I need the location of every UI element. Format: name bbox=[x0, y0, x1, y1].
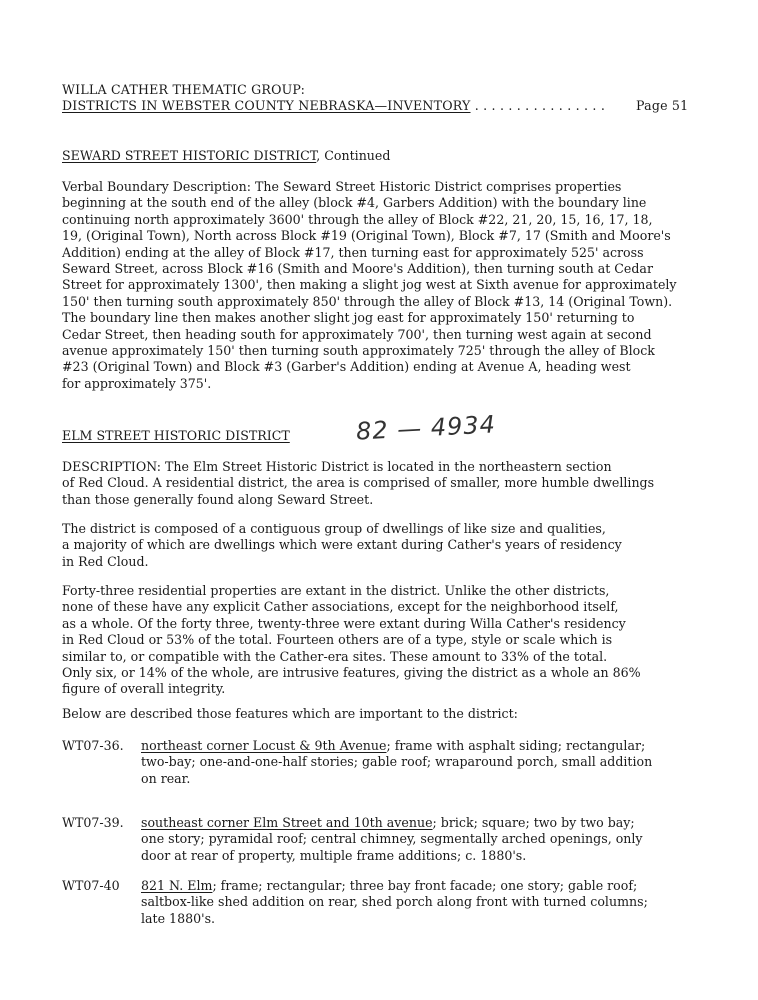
header-line-2: DISTRICTS IN WEBSTER COUNTY NEBRASKA—INVENTORY bbox=[62, 98, 471, 113]
entry-id: WT07-40 bbox=[62, 878, 120, 893]
elm-paragraph-2: The district is composed of a contiguous group of dwellings of like size and qualities, a majority of which are dwellings which were extant during Cather's years of residency in Red Cloud. bbox=[62, 521, 622, 569]
entry-details: ; frame with asphalt siding; rectangular; two-bay; one-and-one-half stories; gable roof; wraparound porch, small addition on rear. bbox=[141, 738, 653, 786]
header-leader-dots: . . . . . . . . . . . . . . . . bbox=[470, 98, 606, 113]
seward-title: SEWARD STREET HISTORIC DISTRICT bbox=[62, 148, 317, 163]
entry-id: WT07-39. bbox=[62, 815, 124, 830]
elm-paragraph-4: Below are described those features which are important to the district: bbox=[62, 706, 518, 721]
entry-description bbox=[141, 738, 701, 787]
entry-location: northeast corner Locust & 9th Avenue bbox=[141, 738, 387, 753]
entry-id: WT07-36. bbox=[62, 738, 124, 753]
elm-paragraph-3: Forty-three residential properties are extant in the district. Unlike the other districts, none of these have any explicit Cather associations, except for the neighborhood itself, as a whole. Of the forty three, twenty-three were extant during Willa Cather's residency in Red Cloud or 53% of the total. Fourteen others are of a type, style or scale which is similar to, or compatible with the Cather-era sites. These amount to 33% of the total. Only six, or 14% of the whole, are intrusive features, giving the district as a whole an 86% figure of overall integrity. bbox=[62, 583, 641, 697]
seward-heading bbox=[62, 148, 390, 164]
entry-location: southeast corner Elm Street and 10th avenue bbox=[141, 815, 433, 830]
elm-description: DESCRIPTION: The Elm Street Historic District is located in the northeastern section of Red Cloud. A residential district, the area is comprised of smaller, more humble dwellings than those generally found along Seward Street. bbox=[62, 459, 655, 507]
entry-location: 821 N. Elm bbox=[141, 878, 213, 893]
handwritten-reference-number: 82 — 4934 bbox=[355, 410, 497, 446]
header-inventory-line bbox=[62, 98, 702, 114]
entry-details: ; brick; square; two by two bay; one story; pyramidal roof; central chimney, segmentally arched openings, only door at rear of property, multiple frame additions; c. 1880's. bbox=[141, 815, 643, 863]
entry-description bbox=[141, 815, 701, 864]
seward-title-suffix: , Continued bbox=[316, 148, 391, 163]
entry-description bbox=[141, 878, 701, 927]
seward-boundary-description: Verbal Boundary Description: The Seward Street Historic District comprises properties beginning at the south end of the alley (block #4, Garbers Addition) with the boundary line continuing north approximately 3600' through the alley of Block #22, 21, 20, 15, 16, 17, 18, 19, (Original Town), North across Block #19 (Original Town), Block #7, 17 (Smith and Moore's Addition) ending at the alley of Block #17, then turning east for approximately 525' across Seward Street, across Block #16 (Smith and Moore's Addition), then turning south at Cedar Street for approximately 1300', then making a slight jog west at Sixth avenue for approximately 150' then turning south approximately 850' through the alley of Block #13, 14 (Original Town). The boundary line then makes another slight jog east for approximately 150' returning to Cedar Street, then heading south for approximately 700', then turning west again at second avenue approximately 150' then turning south approximately 725' through the alley of Block #23 (Original Town) and Block #3 (Garber's Addition) ending at Avenue A, heading west for approximately 375'. bbox=[62, 179, 677, 391]
entry-details: ; frame; rectangular; three bay front facade; one story; gable roof; saltbox-like shed addition on rear, shed porch along front with turned columns; late 1880's. bbox=[141, 878, 648, 926]
elm-title: ELM STREET HISTORIC DISTRICT bbox=[62, 428, 290, 443]
elm-heading bbox=[62, 428, 290, 444]
header-group-title bbox=[62, 82, 305, 98]
page-number: Page 51 bbox=[636, 98, 689, 113]
header-line-1: WILLA CATHER THEMATIC GROUP: bbox=[62, 82, 306, 97]
